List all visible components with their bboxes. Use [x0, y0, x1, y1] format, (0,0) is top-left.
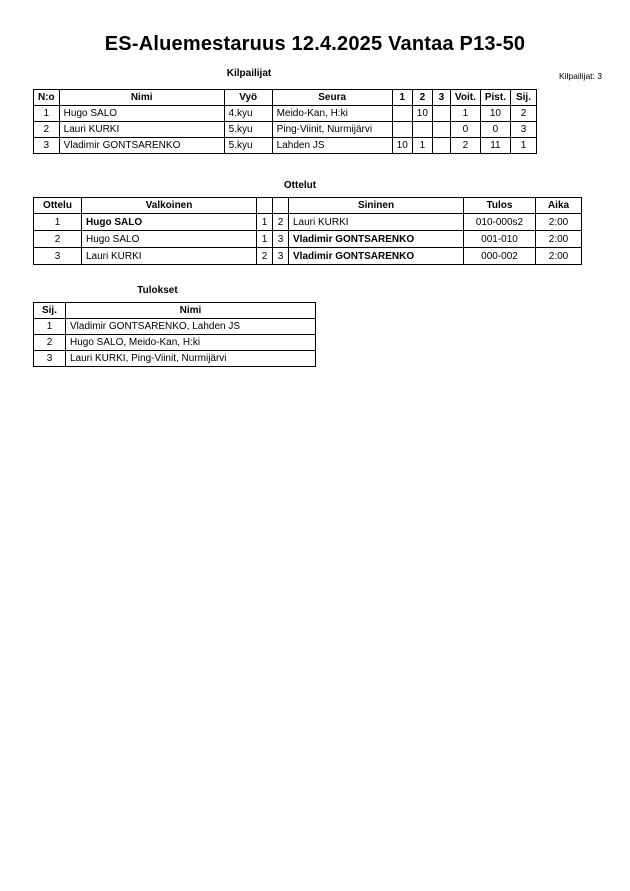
cell-pist: 11	[480, 138, 510, 154]
cell-seura: Ping-Viinit, Nurmijärvi	[272, 122, 392, 138]
table-row	[34, 319, 316, 335]
cell-vyo: 5.kyu	[224, 122, 272, 138]
cell-ottelu: 1	[34, 214, 82, 231]
cell-match-2: 1	[412, 138, 432, 154]
section-label-ottelut: Ottelut	[283, 180, 317, 191]
header-nimi: Nimi	[59, 90, 224, 106]
header-nimi: Nimi	[66, 303, 316, 319]
cell-match-1	[392, 122, 412, 138]
cell-nimi: Vladimir GONTSARENKO, Lahden JS	[66, 319, 316, 335]
cell-blue-no: 3	[273, 248, 289, 265]
table-row	[34, 214, 582, 231]
cell-ottelu: 2	[34, 231, 82, 248]
table-row	[34, 335, 316, 351]
cell-valkoinen: Lauri KURKI	[82, 248, 257, 265]
cell-match-1	[392, 106, 412, 122]
header-white-no	[257, 198, 273, 214]
header-pist: Pist.	[480, 90, 510, 106]
cell-pist: 10	[480, 106, 510, 122]
cell-sij: 3	[34, 351, 66, 367]
cell-no: 1	[34, 106, 60, 122]
cell-tulos: 000-002	[464, 248, 536, 265]
cell-white-no: 2	[257, 248, 273, 265]
cell-tulos: 001-010	[464, 231, 536, 248]
results-table	[33, 302, 316, 367]
cell-sininen: Vladimir GONTSARENKO	[289, 248, 464, 265]
cell-aika: 2:00	[536, 231, 582, 248]
cell-blue-no: 2	[273, 214, 289, 231]
page-title: ES-Aluemestaruus 12.4.2025 Vantaa P13-50	[104, 33, 526, 55]
cell-sij: 1	[34, 319, 66, 335]
header-vyo: Vyö	[224, 90, 272, 106]
header-aika: Aika	[536, 198, 582, 214]
table-row	[34, 138, 537, 154]
cell-aika: 2:00	[536, 214, 582, 231]
header-match-2: 2	[412, 90, 432, 106]
cell-sij: 3	[510, 122, 536, 138]
cell-match-3	[432, 122, 450, 138]
header-match-3: 3	[432, 90, 450, 106]
header-sininen: Sininen	[289, 198, 464, 214]
cell-no: 3	[34, 138, 60, 154]
cell-vyo: 4.kyu	[224, 106, 272, 122]
competitors-table	[33, 89, 537, 154]
cell-nimi: Hugo SALO	[59, 106, 224, 122]
header-ottelu: Ottelu	[34, 198, 82, 214]
cell-nimi: Hugo SALO, Meido-Kan, H:ki	[66, 335, 316, 351]
cell-white-no: 1	[257, 214, 273, 231]
header-tulos: Tulos	[464, 198, 536, 214]
cell-blue-no: 3	[273, 231, 289, 248]
cell-nimi: Lauri KURKI, Ping-Viinit, Nurmijärvi	[66, 351, 316, 367]
cell-tulos: 010-000s2	[464, 214, 536, 231]
cell-pist: 0	[480, 122, 510, 138]
table-row	[34, 351, 316, 367]
header-sij: Sij.	[510, 90, 536, 106]
header-seura: Seura	[272, 90, 392, 106]
cell-nimi: Lauri KURKI	[59, 122, 224, 138]
cell-sij: 1	[510, 138, 536, 154]
section-label-kilpailijat: Kilpailijat	[226, 68, 272, 79]
cell-sininen: Lauri KURKI	[289, 214, 464, 231]
cell-sininen: Vladimir GONTSARENKO	[289, 231, 464, 248]
cell-aika: 2:00	[536, 248, 582, 265]
cell-voit: 2	[450, 138, 480, 154]
header-voit: Voit.	[450, 90, 480, 106]
header-sij: Sij.	[34, 303, 66, 319]
matches-table	[33, 197, 582, 265]
table-header-row	[34, 198, 582, 214]
table-header-row	[34, 303, 316, 319]
cell-voit: 1	[450, 106, 480, 122]
header-blue-no	[273, 198, 289, 214]
cell-vyo: 5.kyu	[224, 138, 272, 154]
table-row	[34, 231, 582, 248]
cell-seura: Lahden JS	[272, 138, 392, 154]
section-label-tulokset: Tulokset	[137, 285, 178, 296]
table-header-row	[34, 90, 537, 106]
cell-match-3	[432, 138, 450, 154]
cell-no: 2	[34, 122, 60, 138]
cell-match-3	[432, 106, 450, 122]
cell-ottelu: 3	[34, 248, 82, 265]
cell-match-1: 10	[392, 138, 412, 154]
cell-match-2: 10	[412, 106, 432, 122]
table-row	[34, 248, 582, 265]
cell-sij: 2	[34, 335, 66, 351]
cell-white-no: 1	[257, 231, 273, 248]
table-row	[34, 122, 537, 138]
table-row	[34, 106, 537, 122]
cell-seura: Meido-Kan, H:ki	[272, 106, 392, 122]
cell-valkoinen: Hugo SALO	[82, 214, 257, 231]
cell-voit: 0	[450, 122, 480, 138]
competitor-count: Kilpailijat: 3	[559, 71, 602, 81]
cell-match-2	[412, 122, 432, 138]
cell-sij: 2	[510, 106, 536, 122]
cell-valkoinen: Hugo SALO	[82, 231, 257, 248]
header-valkoinen: Valkoinen	[82, 198, 257, 214]
header-match-1: 1	[392, 90, 412, 106]
cell-nimi: Vladimir GONTSARENKO	[59, 138, 224, 154]
header-no: N:o	[34, 90, 60, 106]
